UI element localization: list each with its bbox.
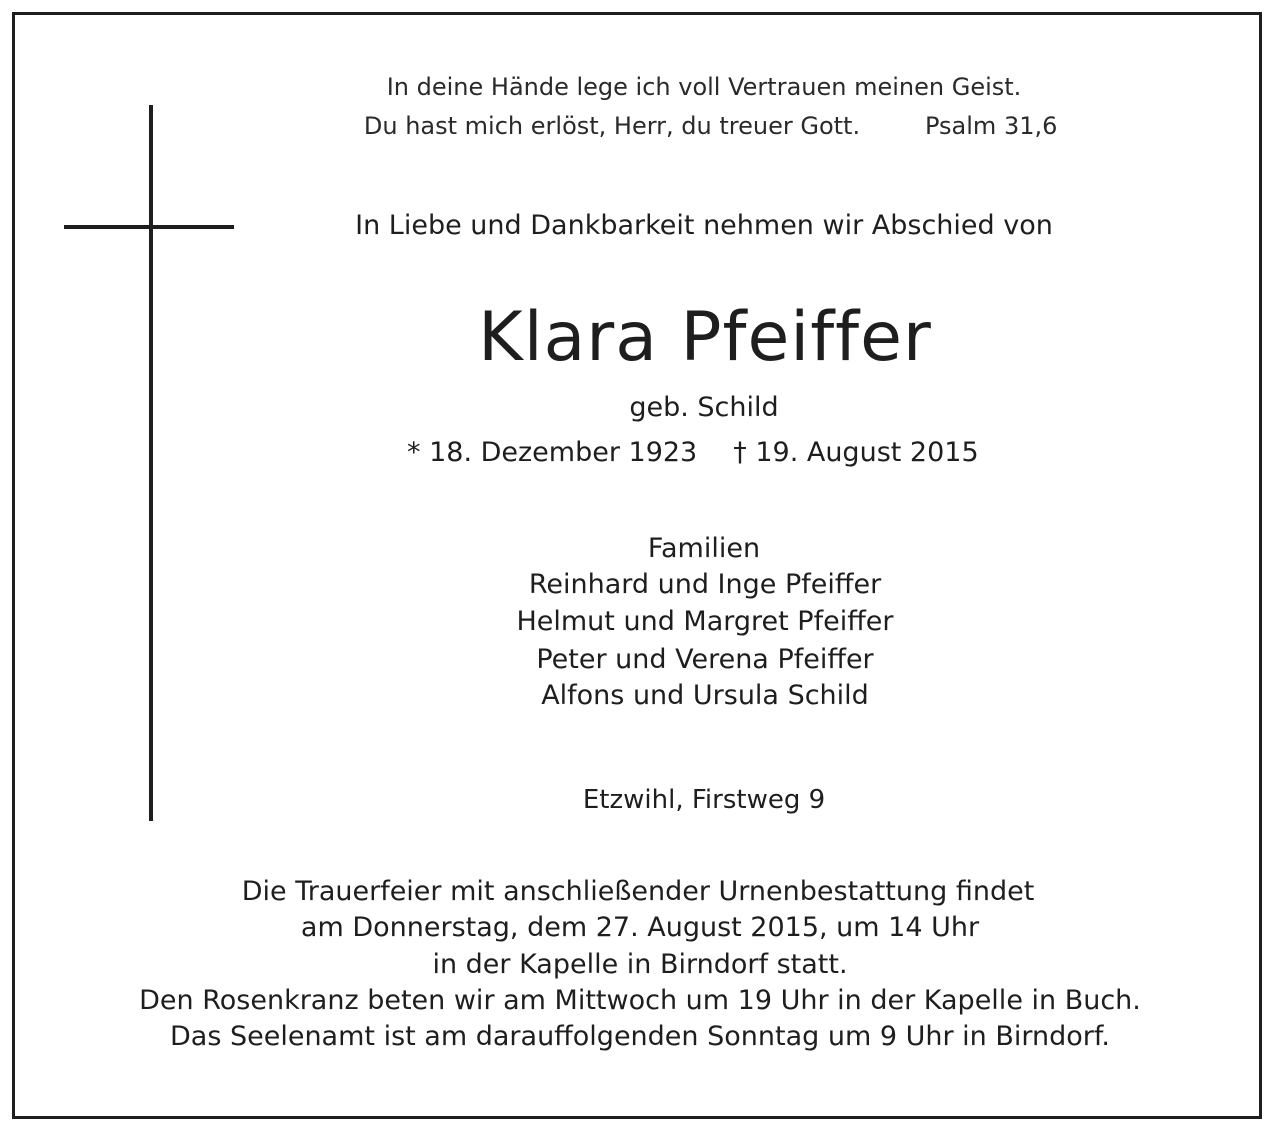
service-line-2: am Donnerstag, dem 27. August 2015, um 14 Uhr bbox=[300, 912, 980, 943]
cross-vertical-bar bbox=[149, 105, 153, 821]
intro-text: In Liebe und Dankbarkeit nehmen wir Abschied von bbox=[355, 210, 1053, 241]
verse-line-1: In deine Hände lege ich voll Vertrauen meinen Geist. bbox=[386, 73, 1022, 101]
family-item: Helmut und Margret Pfeiffer bbox=[516, 606, 894, 637]
families-heading: Familien bbox=[647, 533, 761, 564]
life-dates bbox=[407, 439, 979, 466]
service-line-5: Das Seelenamt ist am darauffolgenden Sonntag um 9 Uhr in Birndorf. bbox=[169, 1021, 1111, 1052]
cross-horizontal-bar bbox=[64, 225, 234, 229]
birth-date: * 18. Dezember 1923 bbox=[407, 437, 698, 468]
verse-reference: Psalm 31,6 bbox=[925, 112, 1058, 140]
service-line-1: Die Trauerfeier mit anschließender Urnenbestattung findet bbox=[241, 876, 1035, 907]
family-item: Alfons und Ursula Schild bbox=[541, 680, 869, 711]
service-line-4: Den Rosenkranz beten wir am Mittwoch um 19 Uhr in der Kapelle in Buch. bbox=[139, 985, 1141, 1016]
service-line-3: in der Kapelle in Birndorf statt. bbox=[432, 949, 848, 980]
death-date: † 19. August 2015 bbox=[733, 437, 979, 468]
family-item: Reinhard und Inge Pfeiffer bbox=[528, 569, 882, 600]
deceased-name: Klara Pfeiffer bbox=[478, 298, 932, 377]
address: Etzwihl, Firstweg 9 bbox=[582, 785, 826, 815]
maiden-name: geb. Schild bbox=[629, 392, 779, 423]
family-item: Peter und Verena Pfeiffer bbox=[536, 644, 874, 675]
verse-line-2: Du hast mich erlöst, Herr, du treuer Gott. bbox=[363, 112, 861, 140]
